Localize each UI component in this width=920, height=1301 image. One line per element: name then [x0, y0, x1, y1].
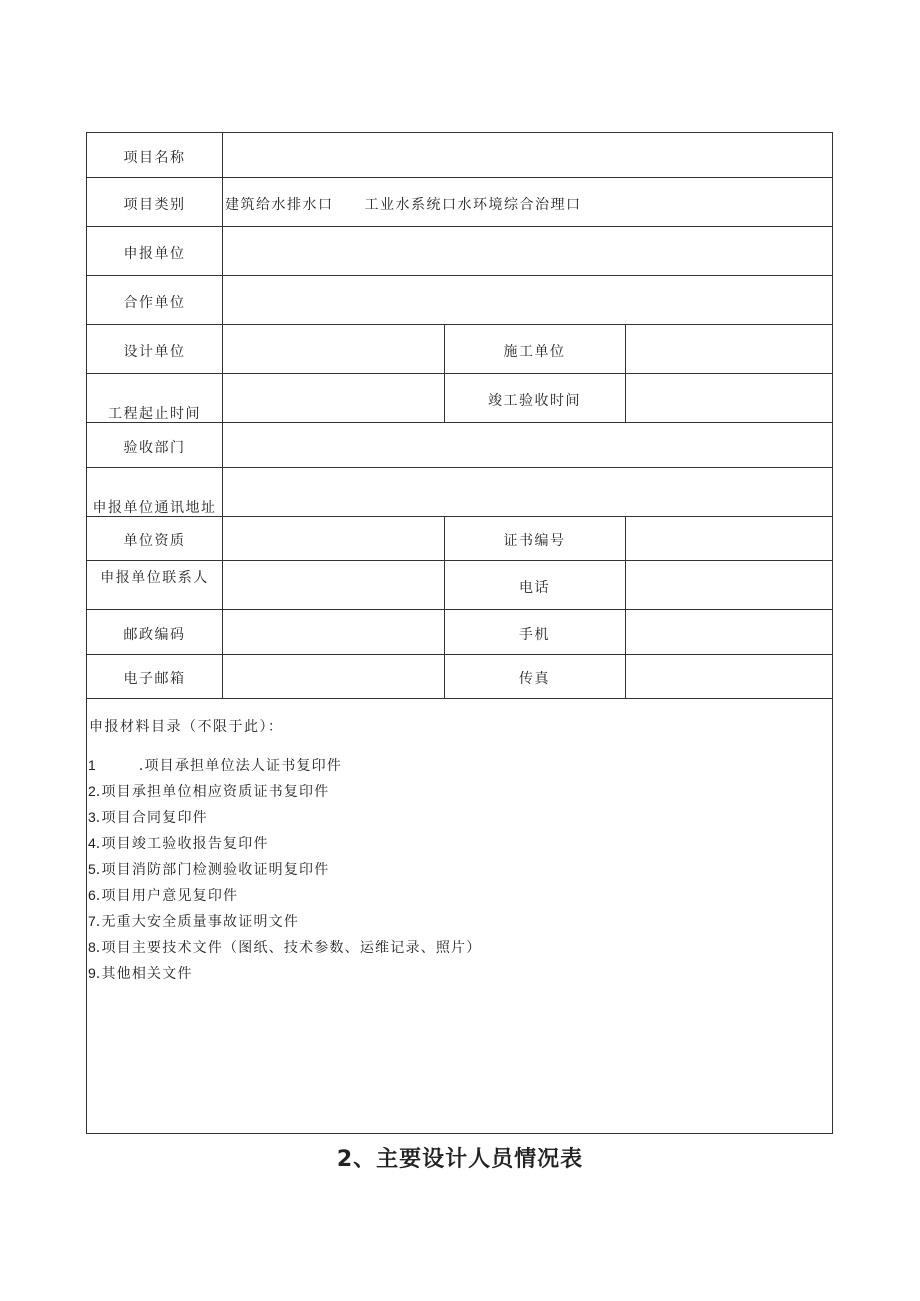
list-item-number: 9: [88, 965, 96, 981]
list-item-number: 7: [88, 913, 96, 929]
list-item: [88, 885, 238, 905]
certificate-no-label: 证书编号: [503, 533, 566, 549]
email-label: 电子邮箱: [123, 671, 186, 687]
list-item: [88, 859, 329, 879]
unit-qualification-label: 单位资质: [123, 533, 186, 549]
contact-person-label: 申报单位联系人: [100, 570, 209, 586]
list-item-number: 5: [88, 861, 96, 877]
list-item-text: .无重大安全质量事故证明文件: [95, 914, 300, 930]
list-item: [88, 807, 208, 827]
row-divider: [87, 373, 832, 374]
project-period-label: 工程起止时间: [108, 406, 201, 422]
column-divider: [625, 324, 626, 423]
completion-time-label: 竣工验收时间: [488, 393, 581, 409]
materials-title: 申报材料目录（不限于此）：: [89, 719, 284, 735]
construction-unit-label: 施工单位: [503, 344, 566, 360]
list-item: [88, 833, 269, 853]
list-item-number: 1: [88, 757, 96, 773]
list-item: [88, 755, 342, 775]
applicant-unit-label: 申报单位: [123, 246, 186, 262]
project-type-label: 项目类别: [123, 197, 186, 213]
application-form-table: [86, 132, 833, 1134]
row-divider: [87, 177, 832, 178]
list-item-text: .项目承担单位相应资质证书复印件: [95, 784, 330, 800]
row-divider: [87, 324, 832, 325]
list-item: [88, 937, 481, 957]
list-item-text: .项目竣工验收报告复印件: [95, 836, 269, 852]
row-divider: [87, 654, 832, 655]
row-divider: [87, 275, 832, 276]
design-unit-label: 设计单位: [123, 344, 186, 360]
postal-code-label: 邮政编码: [123, 627, 186, 643]
list-item-number: 4: [88, 835, 96, 851]
phone-label: 电话: [519, 580, 550, 596]
list-item-text: .项目承担单位法人证书复印件: [138, 758, 343, 774]
list-item: [88, 781, 329, 801]
list-item-number: 8: [88, 939, 96, 955]
column-divider: [222, 133, 223, 698]
list-item-number: 3: [88, 809, 96, 825]
list-item: [88, 963, 193, 983]
project-type-options[interactable]: 建筑给水排水口 工业水系统口水环境综合治理口: [225, 197, 582, 213]
list-item-text: .项目合同复印件: [95, 810, 208, 826]
list-item-text: .其他相关文件: [95, 966, 193, 982]
column-divider: [625, 516, 626, 698]
mobile-label: 手机: [519, 627, 550, 643]
list-item-number: 6: [88, 887, 96, 903]
applicant-address-label: 申报单位通讯地址: [92, 500, 217, 516]
list-item-text: .项目消防部门检测验收证明复印件: [95, 862, 330, 878]
list-item-text: .项目主要技术文件（图纸、技术参数、运维记录、照片）: [95, 940, 482, 956]
row-divider: [87, 226, 832, 227]
list-item-text: .项目用户意见复印件: [95, 888, 239, 904]
fax-label: 传真: [519, 671, 550, 687]
project-name-label: 项目名称: [123, 150, 186, 166]
section-title: 2、主要设计人员情况表: [336, 1147, 584, 1172]
acceptance-dept-label: 验收部门: [123, 440, 186, 456]
row-divider: [87, 698, 832, 699]
row-divider: [87, 609, 832, 610]
row-divider: [87, 560, 832, 561]
row-divider: [87, 467, 832, 468]
list-item: [88, 911, 299, 931]
list-item-number: 2: [88, 783, 96, 799]
partner-unit-label: 合作单位: [123, 295, 186, 311]
